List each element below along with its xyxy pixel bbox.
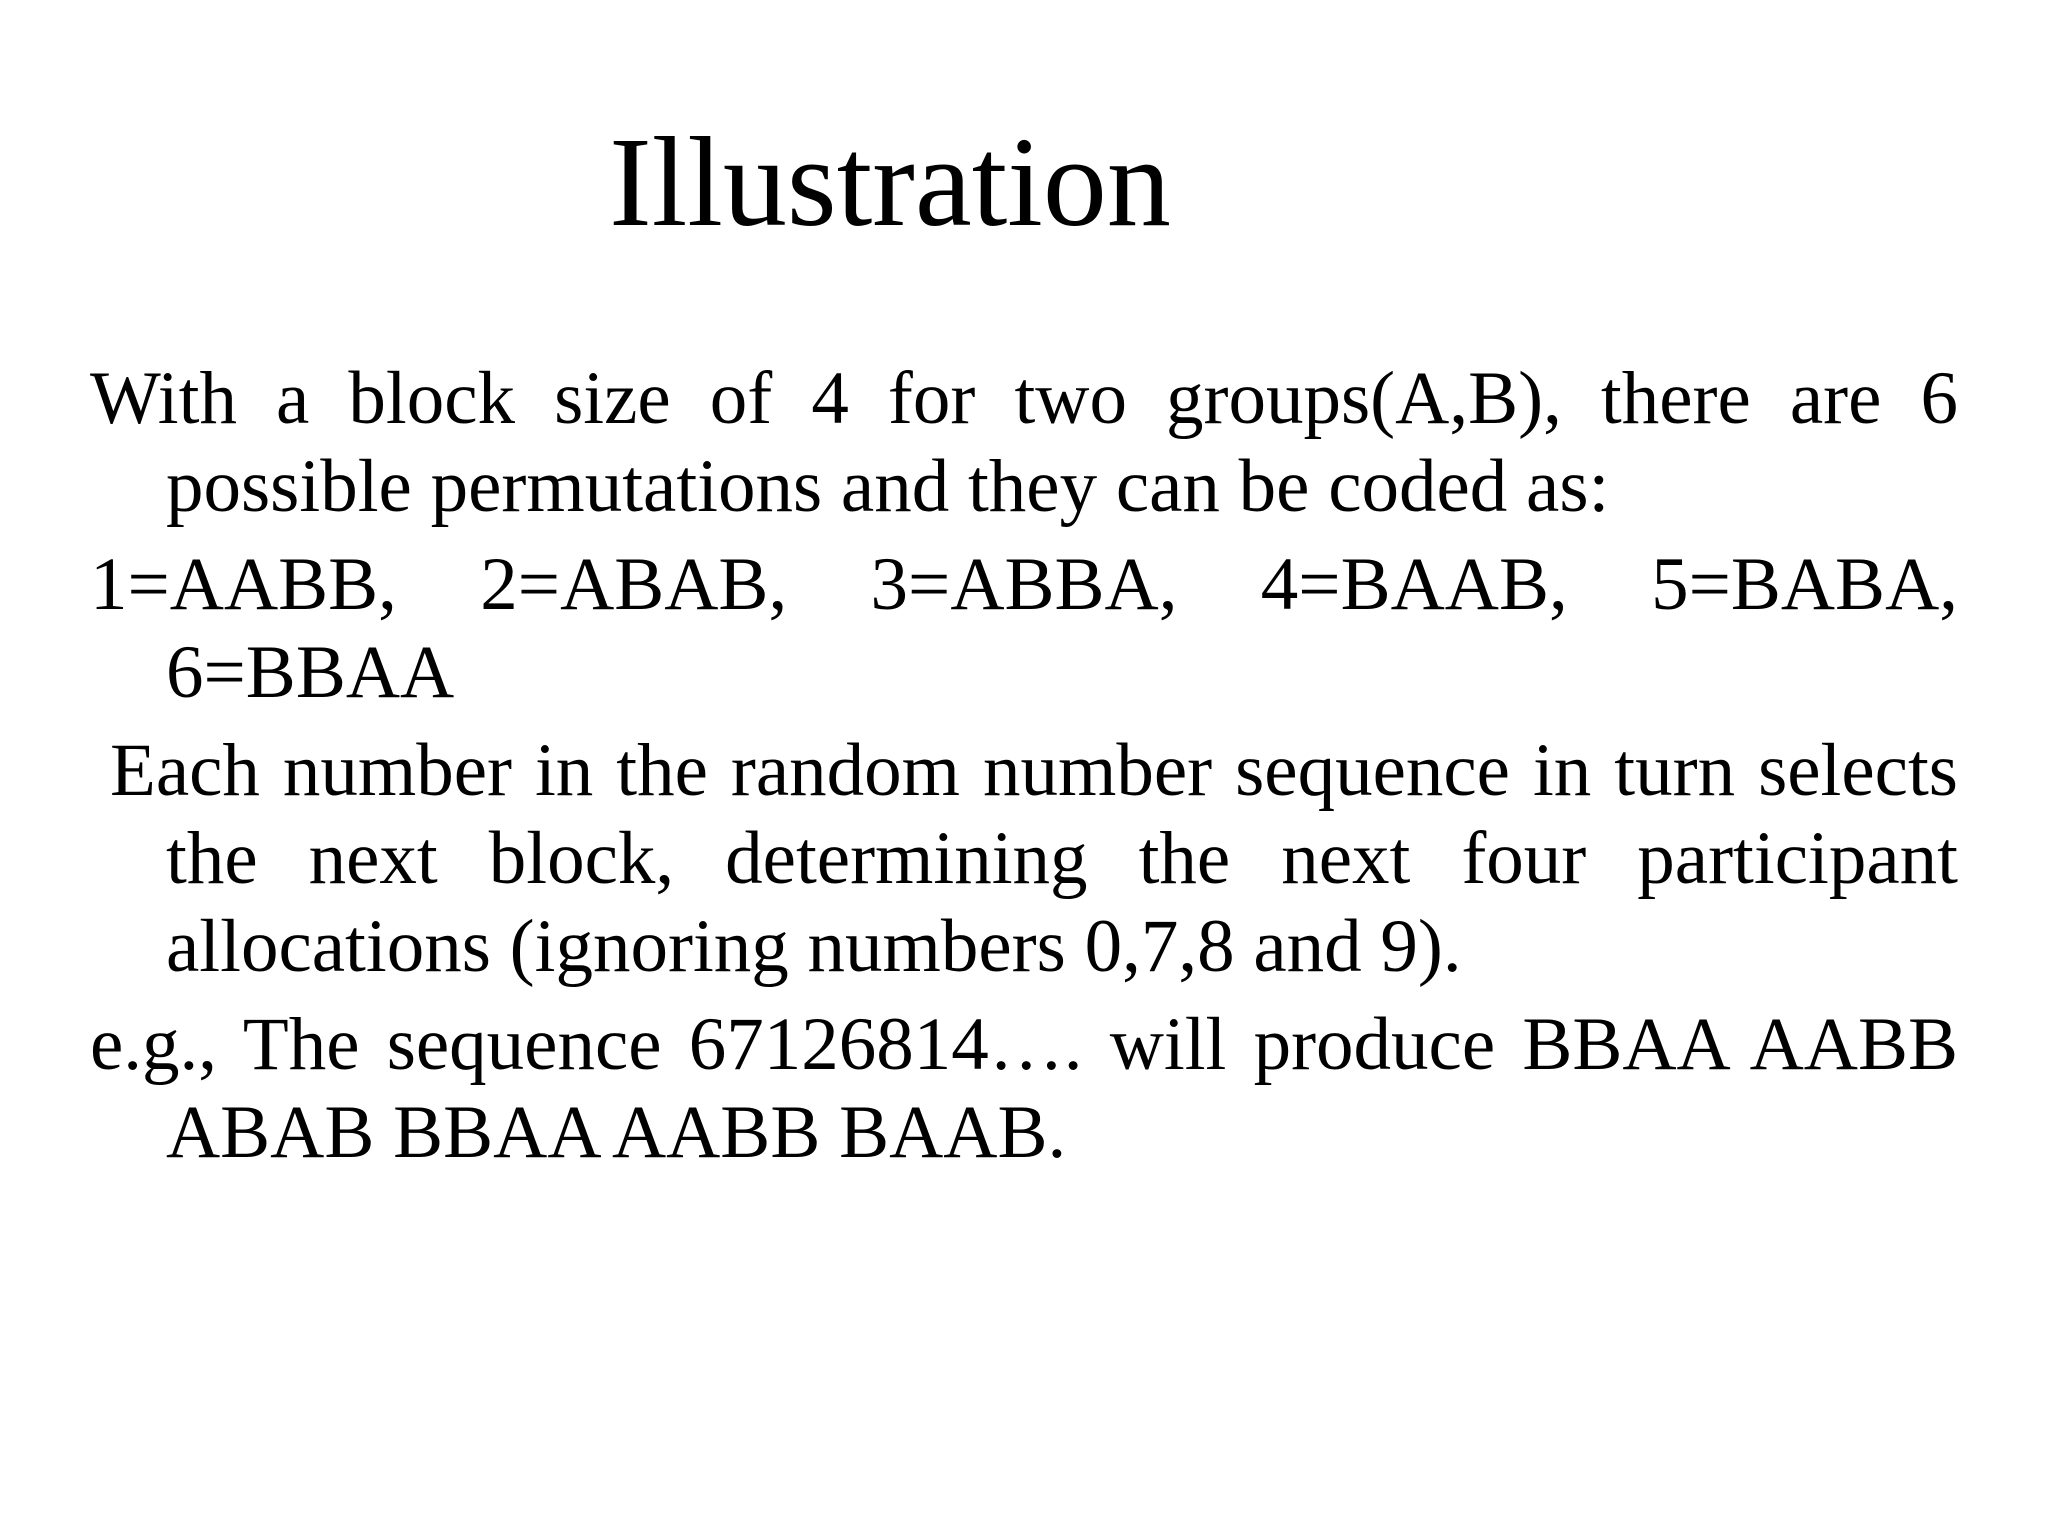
paragraph-block-size: With a block size of 4 for two groups(A,B), there are 6 possible permutations and they can be coded as: (90, 357, 1958, 528)
slide-title: Illustration (609, 111, 1171, 253)
paragraph-selection-rule: Each number in the random number sequence in turn selects the next block, determining the next four participant allocations (ignoring numbers 0,7,8 and 9). (110, 729, 1958, 988)
paragraph-permutation-codes: 1=AABB, 2=ABAB, 3=ABBA, 4=BAAB, 5=BABA, 6=BBAA (90, 543, 1958, 714)
paragraph-example: e.g., The sequence 67126814…. will produce BBAA AABB ABAB BBAA AABB BAAB. (90, 1003, 1958, 1174)
slide-body (90, 355, 1958, 1187)
